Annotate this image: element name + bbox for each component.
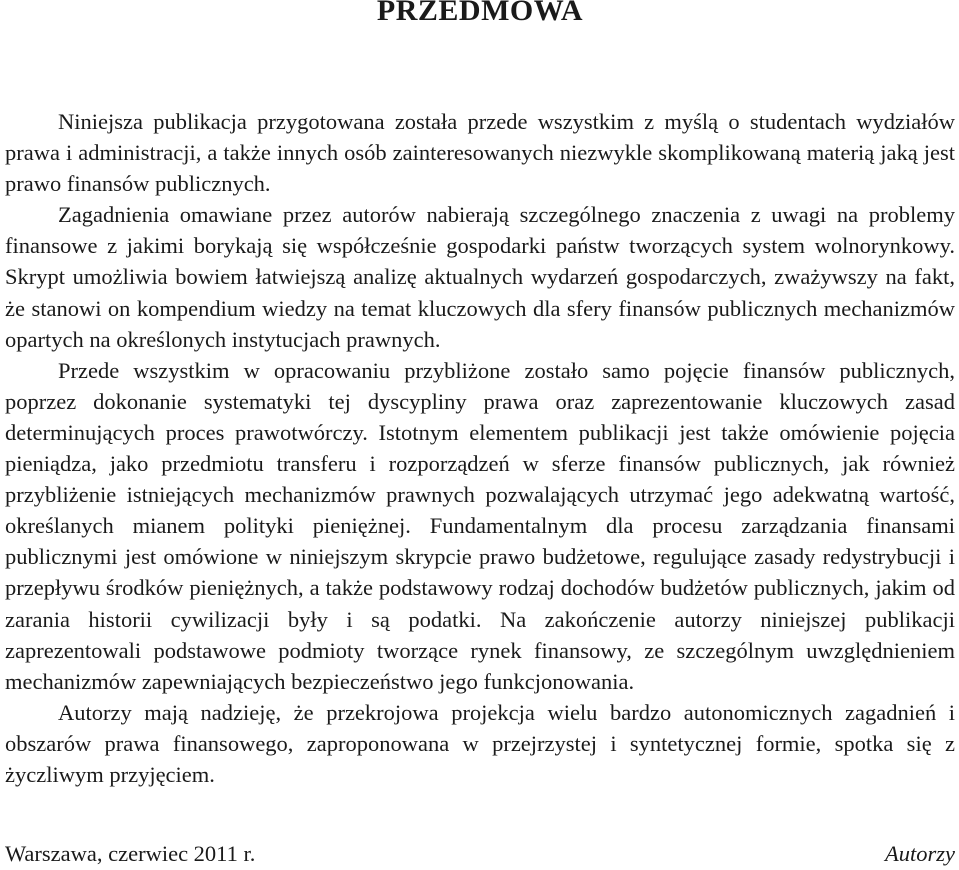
signature-line: [5, 838, 955, 869]
paragraph-intro: Niniejsza publikacja przygotowana została przede wszystkim z myślą o studentach wydziałów prawa i administracji, a także innych osób zainteresowanych niezwykle skomplikowaną materią jaką jest prawo finansów publicznych.: [5, 109, 955, 197]
paragraph-closing: Autorzy mają nadzieję, że przekrojowa projekcja wielu bardzo autonomicznych zagadnień i obszarów prawa finansowego, zaproponowana w przejrzystej i syntetycznej formie, spotka się z życzliwym przyjęciem.: [5, 699, 955, 787]
author-signature: Autorzy: [885, 841, 955, 866]
place-date: Warszawa, czerwiec 2011 r.: [5, 841, 256, 866]
page-title: PRZEDMOWA: [376, 0, 584, 27]
preface-body: [5, 106, 955, 790]
paragraph-problems: Zagadnienia omawiane przez autorów nabierają szczególnego znaczenia z uwagi na problemy finansowe z jakimi borykają się współcześnie gospodarki państw tworzących system wolnorynkowy. Skrypt umożliwia bowiem łatwiejszą analizę aktualnych wydarzeń gospodarczych, zważywszy na fakt, że stanowi on kompendium wiedzy na temat kluczowych dla sfery finansów publicznych mechanizmów opartych na określonych instytucjach prawnych.: [5, 202, 955, 352]
paragraph-contents: Przede wszystkim w opracowaniu przybliżone zostało samo pojęcie finansów publicznych, poprzez dokonanie systematyki tej dyscypliny prawa oraz zaprezentowanie kluczowych zasad determinujących proces prawotwórczy. Istotnym elementem publikacji jest także omówienie pojęcia pieniądza, jako przedmiotu transferu i rozporządzeń w sferze finansów publicznych, jak również przybliżenie istniejących mechanizmów prawnych pozwalających utrzymać jego adekwatną wartość, określanych mianem polityki pieniężnej. Fundamentalnym dla procesu zarządzania finansami publicznymi jest omówione w niniejszym skrypcie prawo budżetowe, regulujące zasady redystrybucji i przepływu środków pieniężnych, a także podstawowy rodzaj dochodów budżetów publicznych, jakim od zarania historii cywilizacji były i są podatki. Na zakończenie autorzy niniejszej publikacji zaprezentowali podstawowe podmioty tworzące rynek finansowy, ze szczególnym uwzględnieniem mechanizmów zapewniających bezpieczeństwo jego funkcjonowania.: [5, 357, 955, 694]
document-page: [5, 0, 955, 870]
